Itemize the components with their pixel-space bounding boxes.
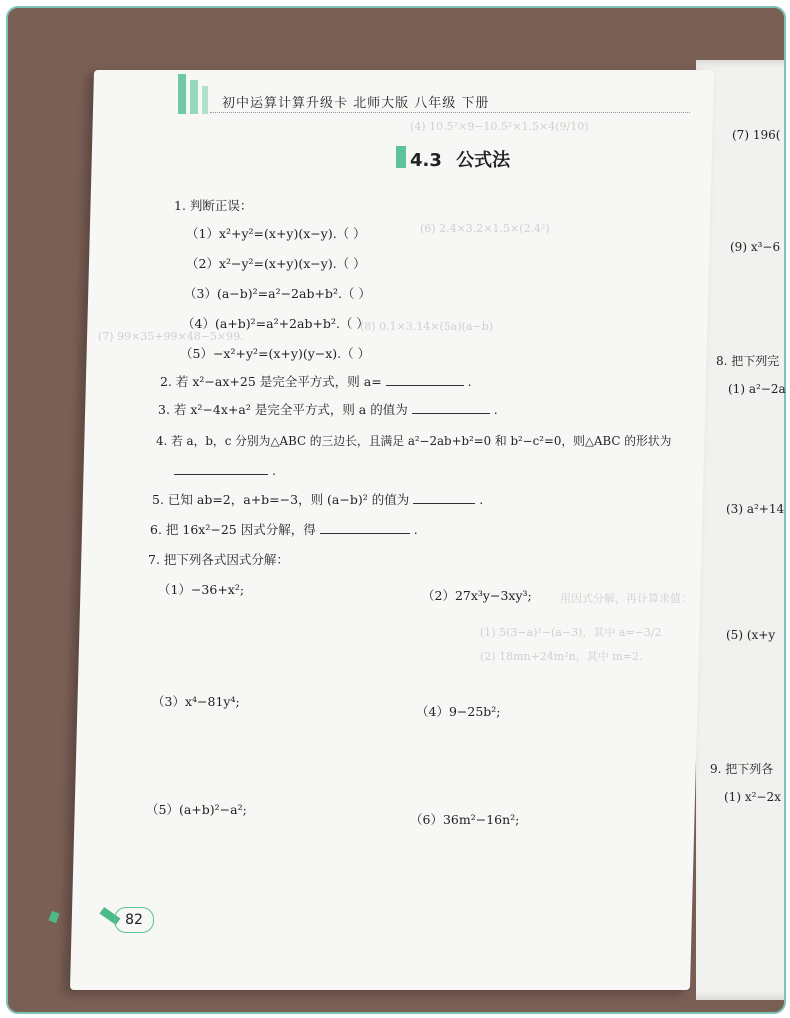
right-page-line: 9. 把下列各 bbox=[710, 762, 774, 776]
right-page-line: (3) a²+14 bbox=[726, 502, 785, 516]
question-5-text: 5. 已知 ab=2，a+b=−3，则 (a−b)² 的值为 bbox=[152, 492, 410, 507]
question-1-item: （1）x²+y²=(x+y)(x−y).（ ） bbox=[186, 226, 366, 241]
question-7-item: （1）−36+x²; bbox=[158, 582, 245, 597]
ghost-text: (1) 5(3−a)²−(a−3)，其中 a=−3/2 bbox=[480, 626, 662, 639]
question-5 bbox=[152, 490, 483, 508]
answer-blank[interactable] bbox=[174, 462, 268, 475]
question-7-item: （5）(a+b)²−a²; bbox=[146, 802, 247, 817]
right-page-line: (9) x³−6 bbox=[730, 240, 781, 254]
ghost-text: (2) 18mn+24m²n，其中 m=2. bbox=[480, 650, 643, 663]
question-7-item: （2）27x³y−3xy³; bbox=[422, 588, 532, 603]
question-7-stem: 7. 把下列各式因式分解： bbox=[148, 552, 289, 567]
right-page-line: (1) x²−2x bbox=[724, 790, 781, 804]
question-2-end: . bbox=[467, 374, 472, 389]
ghost-text: (4) 10.5²×9−10.5²×1.5×4(9/10) bbox=[410, 120, 589, 133]
question-4-text: 4. 若 a，b，c 分别为△ABC 的三边长，且满足 a²−2ab+b²=0 和 b²−c²=0，则△ABC 的形状为 bbox=[156, 434, 672, 448]
question-6-text: 6. 把 16x²−25 因式分解，得 bbox=[150, 522, 316, 537]
question-1-item: （3）(a−b)²=a²−2ab+b².（ ） bbox=[184, 286, 371, 301]
section-number: 4.3 bbox=[410, 150, 442, 171]
ghost-text: (7) 99×35+99×48−5×99. bbox=[98, 330, 244, 343]
question-3-text: 3. 若 x²−4x+a² 是完全平方式，则 a 的值为 bbox=[158, 402, 408, 417]
question-7-item: （6）36m²−16n²; bbox=[410, 812, 520, 827]
question-2 bbox=[160, 372, 472, 390]
question-1-item: （4）(a+b)²=a²+2ab+b².（ ） bbox=[182, 316, 369, 331]
question-3-end: . bbox=[493, 402, 498, 417]
right-page-line: (7) 196( bbox=[732, 128, 781, 142]
running-header: 初中运算计算升级卡 北师大版 八年级 下册 bbox=[222, 96, 490, 111]
answer-blank[interactable] bbox=[412, 401, 490, 414]
answer-blank[interactable] bbox=[320, 521, 410, 534]
ghost-text: (6) 2.4×3.2×1.5×(2.4²) bbox=[420, 222, 550, 235]
question-6 bbox=[150, 520, 418, 538]
question-5-end: . bbox=[479, 492, 484, 507]
answer-blank[interactable] bbox=[386, 373, 464, 386]
section-title bbox=[410, 146, 510, 172]
question-6-end: . bbox=[413, 522, 418, 537]
question-3 bbox=[158, 400, 498, 418]
question-1-item: （2）x²−y²=(x+y)(x−y).（ ） bbox=[186, 256, 366, 271]
section-name: 公式法 bbox=[456, 150, 511, 171]
question-2-text: 2. 若 x²−ax+25 是完全平方式，则 a= bbox=[160, 374, 382, 389]
question-1-item: （5）−x²+y²=(x+y)(y−x).（ ） bbox=[180, 346, 371, 361]
section-marker bbox=[396, 146, 406, 168]
page-number: 82 bbox=[114, 907, 154, 933]
ghost-text: 用因式分解，再计算求值： bbox=[560, 592, 692, 605]
question-7-item: （3）x⁴−81y⁴; bbox=[152, 694, 240, 709]
question-4-answer-line bbox=[170, 462, 276, 478]
answer-blank[interactable] bbox=[413, 491, 475, 504]
right-page-line: 8. 把下列完 bbox=[716, 354, 780, 368]
ghost-text: (8) 0.1×3.14×(5a)(a−b) bbox=[360, 320, 494, 333]
question-7-item: （4）9−25b²; bbox=[416, 704, 501, 719]
right-page-line: (1) a²−2a bbox=[728, 382, 786, 396]
question-1-stem: 1. 判断正误： bbox=[174, 198, 253, 213]
header-divider bbox=[210, 112, 690, 113]
question-4-end: . bbox=[272, 463, 276, 478]
right-page-line: (5) (x+y bbox=[726, 628, 776, 642]
